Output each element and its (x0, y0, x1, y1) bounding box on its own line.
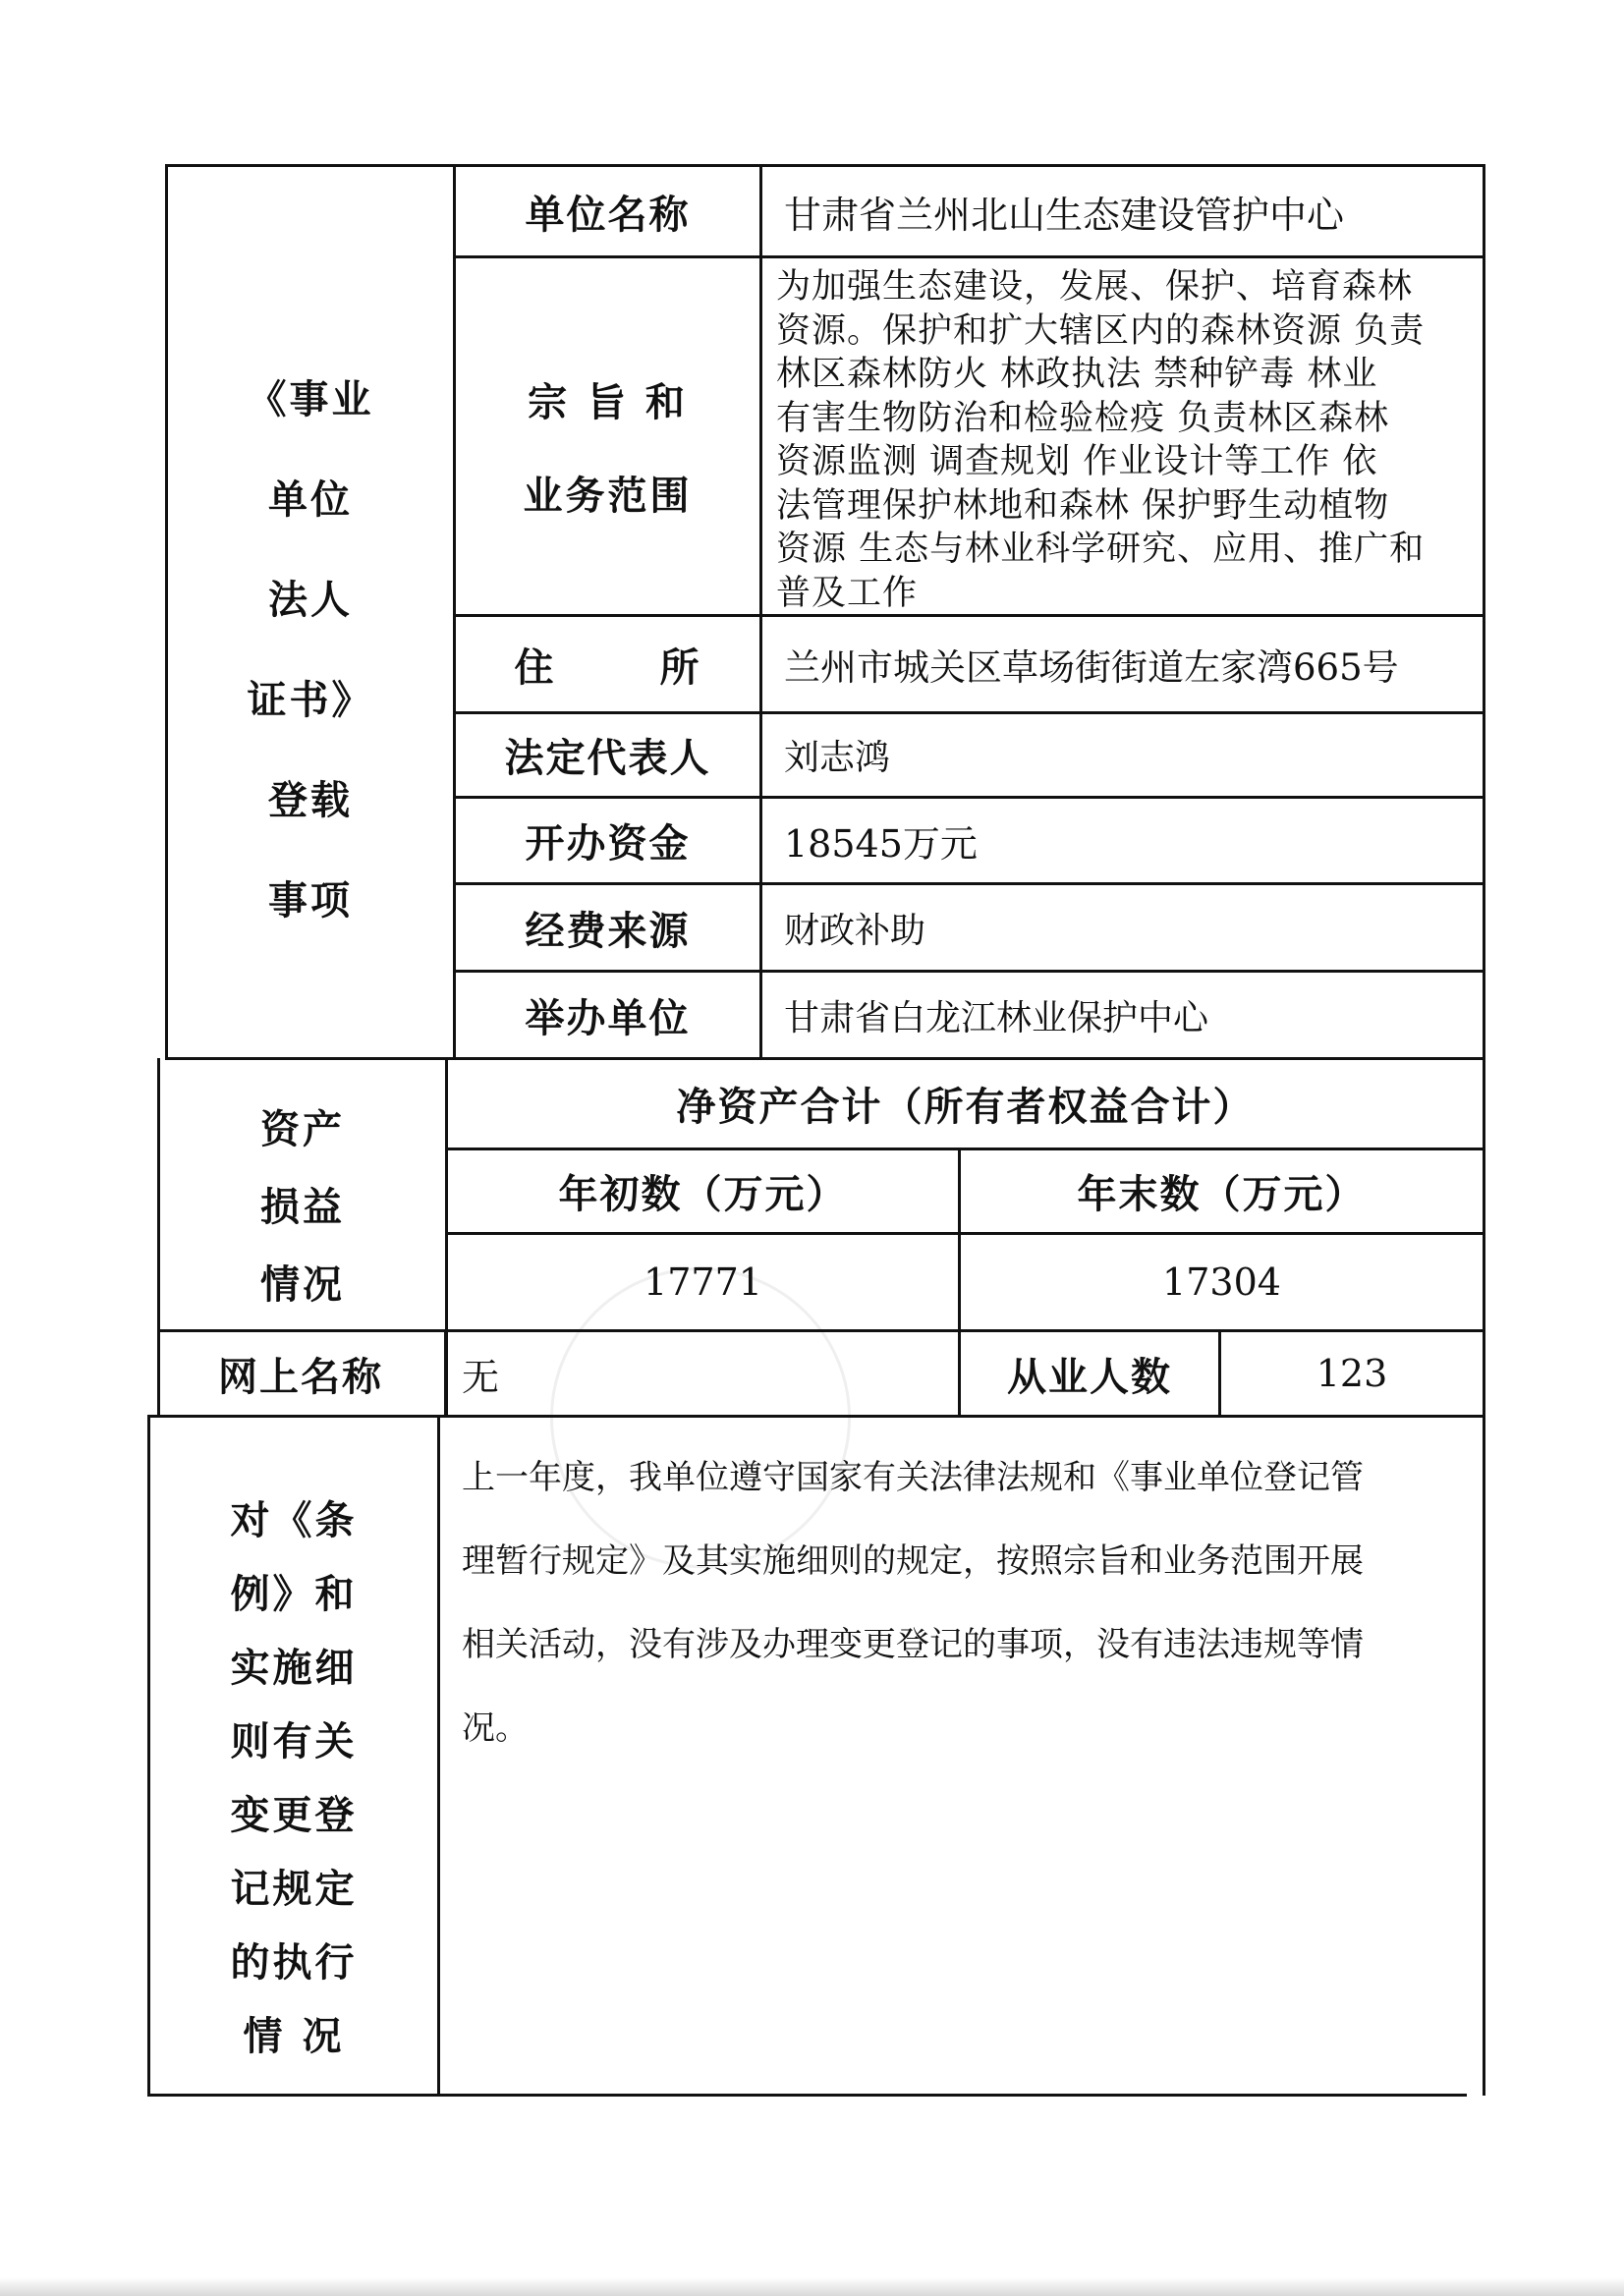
header-line: 事项 (268, 878, 353, 924)
unit-name-value: 甘肃省兰州北山生态建设管护中心 (784, 193, 1345, 237)
purpose-label (456, 371, 759, 521)
sponsor-value: 甘肃省白龙江林业保护中心 (784, 997, 1209, 1038)
compliance-line: 上一年度，我单位遵守国家有关法律法规和《事业单位登记管 (462, 1458, 1364, 1497)
assets-section-header (160, 1098, 445, 1310)
capital-label: 开办资金 (525, 821, 691, 867)
scan-edge-shadow (0, 2277, 1624, 2296)
header-line: 的执行 (230, 1940, 358, 1986)
compliance-line: 况。 (462, 1708, 529, 1748)
header-line: 对《条 (230, 1498, 358, 1543)
header-line: 则有关 (230, 1719, 358, 1764)
funding-value: 财政补助 (784, 910, 926, 951)
header-line: 实施细 (230, 1646, 358, 1691)
purpose-line: 普及工作 (776, 573, 919, 613)
end-year-label: 年末数（万元） (1077, 1172, 1367, 1217)
purpose-label-line: 宗 旨 和 (528, 380, 688, 425)
online-name-value: 无 (462, 1355, 500, 1399)
purpose-line: 为加强生态建设，发展、保护、培育森林 (776, 267, 1414, 307)
address-value: 兰州市城关区草场街街道左家湾665号 (784, 646, 1399, 689)
purpose-text (776, 265, 1484, 615)
header-line: 登载 (268, 778, 353, 823)
net-assets-label: 净资产合计（所有者权益合计） (676, 1085, 1255, 1130)
compliance-line: 相关活动，没有涉及办理变更登记的事项，没有违法违规等情 (462, 1625, 1364, 1664)
header-line: 《事业 (247, 377, 374, 422)
header-line: 情况 (260, 1262, 345, 1308)
begin-year-label: 年初数（万元） (558, 1172, 848, 1217)
compliance-section-header (150, 1489, 437, 2061)
purpose-label-line: 业务范围 (523, 474, 693, 519)
staff-count-label: 从业人数 (1007, 1354, 1172, 1400)
header-line: 证书》 (247, 678, 374, 723)
header-line: 例》和 (230, 1572, 358, 1617)
address-label: 住 所 (514, 644, 701, 691)
header-line: 记规定 (230, 1867, 358, 1912)
purpose-line: 资源。保护和扩大辖区内的森林资源 负责 (776, 310, 1426, 351)
sponsor-label: 举办单位 (525, 995, 691, 1041)
purpose-line: 有害生物防治和检验检疫 负责林区森林 (776, 398, 1390, 438)
compliance-text (462, 1436, 1479, 1770)
staff-count-value: 123 (1316, 1352, 1388, 1395)
header-line: 法人 (268, 578, 353, 623)
header-line: 情 况 (243, 2014, 345, 2059)
header-line: 资产 (260, 1107, 345, 1152)
unit-name-label: 单位名称 (525, 192, 691, 238)
purpose-line: 林区森林防火 林政执法 禁种铲毒 林业 (776, 355, 1378, 394)
purpose-line: 资源监测 调查规划 作业设计等工作 依 (776, 442, 1378, 481)
header-line: 单位 (268, 477, 353, 523)
compliance-line: 理暂行规定》及其实施细则的规定，按照宗旨和业务范围开展 (462, 1541, 1364, 1581)
purpose-line: 资源 生态与林业科学研究、应用、推广和 (776, 530, 1426, 569)
purpose-line: 法管理保护林地和森林 保护野生动植物 (776, 485, 1390, 526)
online-name-label: 网上名称 (218, 1354, 383, 1400)
end-year-value: 17304 (1162, 1260, 1281, 1304)
funding-label: 经费来源 (525, 908, 691, 954)
legal-rep-value: 刘志鸿 (784, 738, 891, 778)
begin-year-value: 17771 (644, 1260, 762, 1304)
header-line: 变更登 (230, 1793, 358, 1838)
legal-rep-label: 法定代表人 (504, 736, 711, 781)
header-line: 损益 (260, 1185, 345, 1230)
registration-section-header (168, 368, 453, 925)
capital-value: 18545万元 (784, 822, 978, 866)
